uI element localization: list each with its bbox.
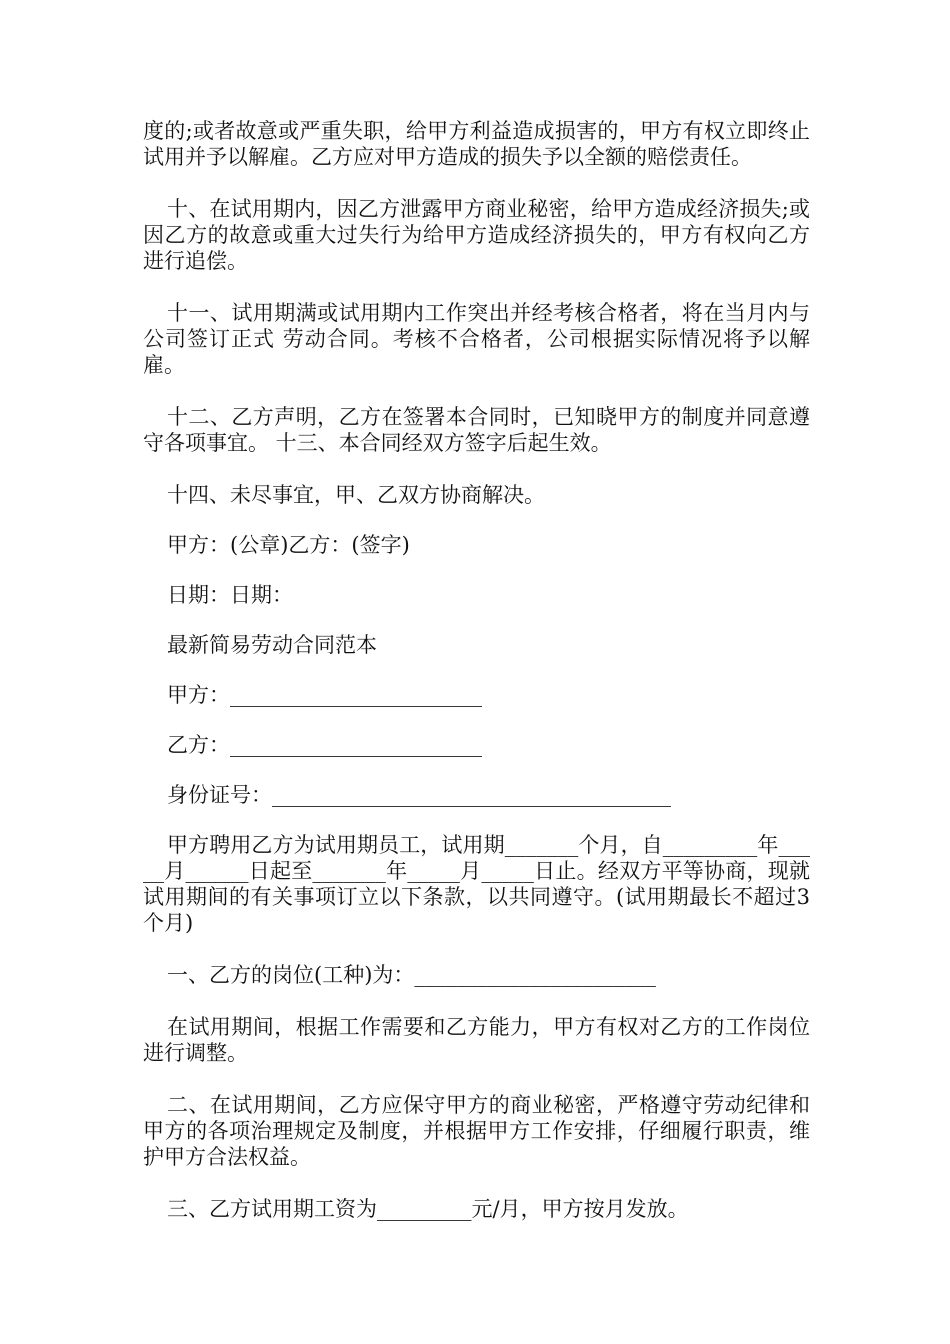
clause-1-position: 一、乙方的岗位(工种)为：_______________________	[167, 963, 656, 987]
paragraph-continuation: 度的;或者故意或严重失职，给甲方利益造成损害的，甲方有权立即终止试用并予以解雇。乙方应对甲方造成的损失予以全额的赔偿责任。	[143, 119, 810, 169]
party-a-field: 甲方：________________________	[167, 683, 482, 707]
date-line: 日期：日期：	[167, 583, 293, 607]
clause-2: 二、在试用期间，乙方应保守甲方的商业秘密，严格遵守劳动纪律和甲方的各项治理规定及制度，并根据甲方工作安排，仔细履行职责，维护甲方合法权益。	[143, 1093, 810, 1169]
section-title: 最新简易劳动合同范本	[167, 633, 377, 657]
clause-14: 十四、未尽事宜，甲、乙双方协商解决。	[167, 483, 545, 507]
clause-10: 十、在试用期内，因乙方泄露甲方商业秘密，给甲方造成经济损失;或因乙方的故意或重大过失行为给甲方造成经济损失的，甲方有权向乙方进行追偿。	[143, 197, 810, 273]
id-number-field: 身份证号：______________________________________	[167, 783, 671, 807]
signature-line: 甲方：(公章)乙方：(签字)	[167, 533, 410, 557]
clause-11: 十一、试用期满或试用期内工作突出并经考核合格者，将在当月内与公司签订正式 劳动合同。考核不合格者，公司根据实际情况将予以解雇。	[143, 301, 810, 377]
party-b-field: 乙方：________________________	[167, 733, 482, 757]
clause-12-13: 十二、乙方声明，乙方在签署本合同时，已知晓甲方的制度并同意遵守各项事宜。 十三、本合同经双方签字后起生效。	[143, 405, 810, 455]
clause-3-salary: 三、乙方试用期工资为_________元/月，甲方按月发放。	[167, 1197, 689, 1221]
document-page	[143, 118, 810, 1248]
clause-1-adjustment: 在试用期间，根据工作需要和乙方能力，甲方有权对乙方的工作岗位进行调整。	[143, 1015, 810, 1065]
probation-intro: 甲方聘用乙方为试用期员工，试用期_______个月，自_________年_____月______日起至_______年_____月_____日止。经双方平等协商，现就试用期间的有关事项订立以下条款，以共同遵守。(试用期最长不超过3个月)	[143, 833, 810, 935]
